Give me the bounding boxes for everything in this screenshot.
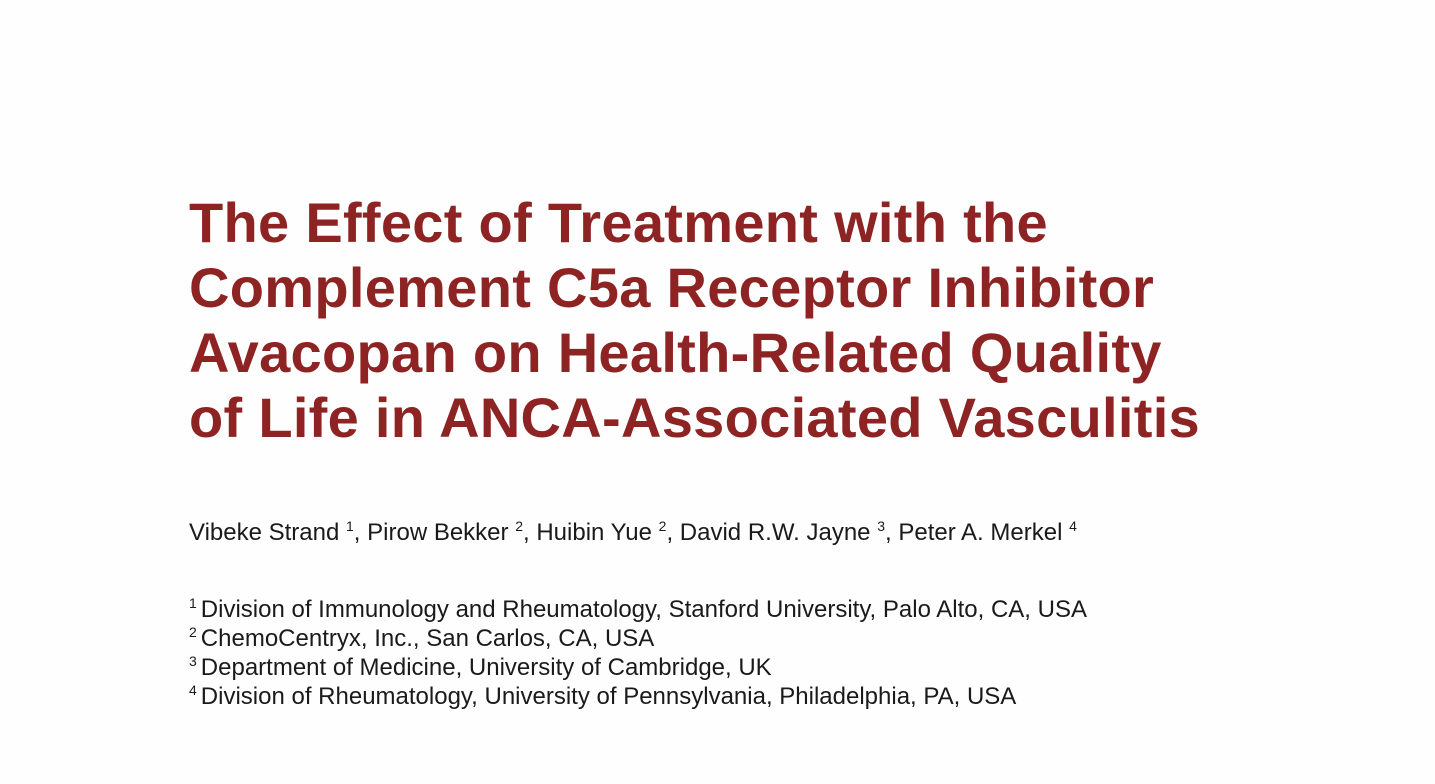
author-affiliation-marker: 2	[515, 518, 523, 534]
affiliation-text: Department of Medicine, University of Cambridge, UK	[200, 654, 772, 681]
author-separator: ,	[885, 519, 899, 546]
author-affiliation-marker: 2	[658, 518, 667, 534]
author-separator: ,	[522, 519, 537, 546]
affiliation-item	[189, 653, 1087, 682]
author-affiliation-marker: 3	[877, 518, 885, 534]
affiliation-number: 3	[189, 653, 197, 669]
affiliation-list	[189, 595, 1087, 711]
affiliation-item	[189, 595, 1087, 624]
author-name: Pirow Bekker	[367, 519, 509, 546]
affiliation-number: 4	[189, 682, 197, 698]
author-name: Peter A. Merkel	[898, 519, 1063, 546]
title-line: of Life in ANCA-Associated Vasculitis	[189, 386, 1201, 449]
author-name: David R.W. Jayne	[679, 519, 871, 546]
author-list	[189, 517, 1077, 549]
author-separator: ,	[353, 519, 368, 546]
presentation-title	[189, 190, 1369, 450]
affiliation-number: 1	[189, 595, 197, 611]
affiliation-item	[189, 682, 1087, 711]
author-name: Vibeke Strand	[189, 519, 340, 546]
title-line: Complement C5a Receptor Inhibitor	[189, 256, 1155, 319]
author-name: Huibin Yue	[536, 519, 652, 546]
affiliation-text: Division of Rheumatology, University of Pennsylvania, Philadelphia, PA, USA	[200, 683, 1017, 710]
title-line: The Effect of Treatment with the	[189, 191, 1049, 254]
affiliation-number: 2	[189, 624, 197, 640]
affiliation-item	[189, 624, 1087, 653]
title-line: Avacopan on Health-Related Quality	[189, 321, 1162, 384]
author-affiliation-marker: 1	[346, 518, 354, 534]
author-separator: ,	[666, 519, 680, 546]
author-affiliation-marker: 4	[1069, 518, 1077, 534]
affiliation-text: ChemoCentryx, Inc., San Carlos, CA, USA	[200, 625, 655, 652]
affiliation-text: Division of Immunology and Rheumatology, Stanford University, Palo Alto, CA, USA	[200, 596, 1087, 623]
